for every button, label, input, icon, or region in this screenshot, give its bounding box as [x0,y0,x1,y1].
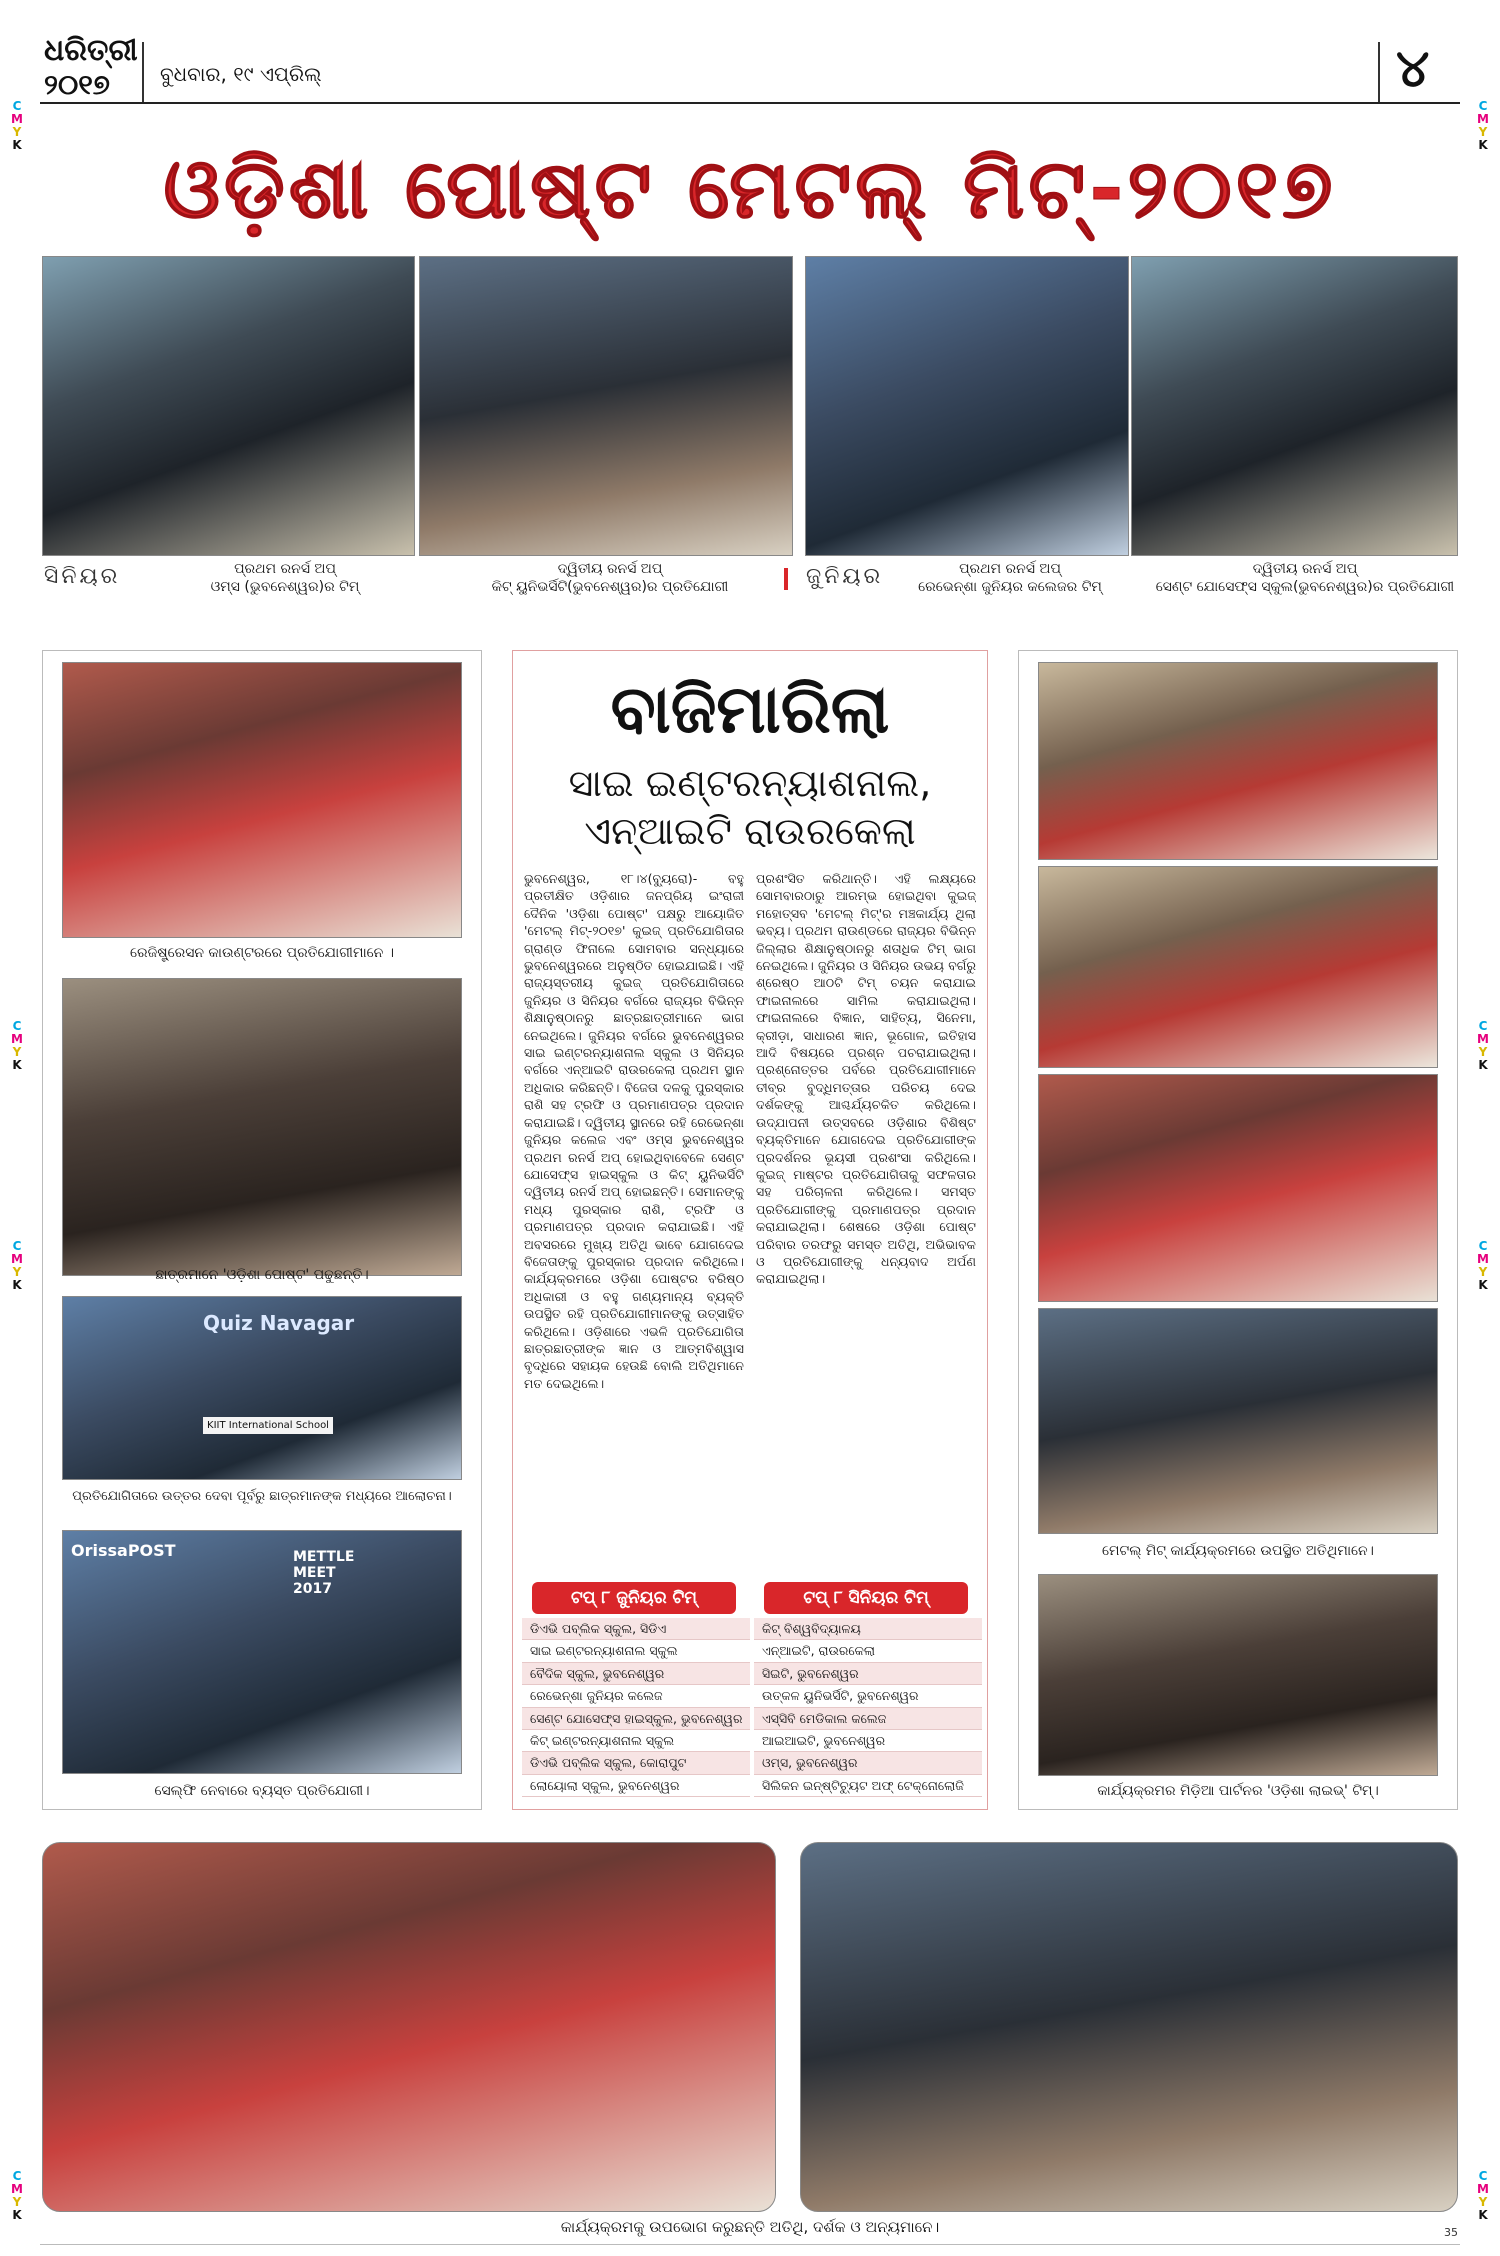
registration-mark: C M Y K [1477,99,1489,152]
photo-senior-second-runner-up [419,256,793,556]
caption-line: ଓମ୍ସ (ଭୁବନେଶ୍ୱର)ର ଟିମ୍ [210,579,360,595]
photo-audience-right [800,1842,1458,2212]
caption-odisha-live: କାର୍ଯ୍ୟକ୍ରମର ମିଡ଼ିଆ ପାର୍ଟନର 'ଓଡ଼ିଶା ଲାଇଭ୍' ଟିମ୍। [1097,1783,1379,1799]
registration-mark: C M Y K [1477,1239,1489,1292]
senior-label: ସିନିୟର [44,564,121,589]
quiz-banner-text: Quiz Navagar [203,1311,355,1335]
team-row: ସିଲିକନ ଇନ୍‌ଷ୍ଟିଚ୍ୟୁଟ ଅଫ୍ ଟେକ୍ନୋଲୋଜି [754,1775,982,1797]
page-number: ୪ [1396,38,1430,99]
masthead-year: ୨୦୧୭ [44,68,110,101]
school-placard: KIIT International School [203,1417,333,1434]
photo-sign-orissapost: OrissaPOST [71,1541,176,1560]
team-row: ଲୋୟୋଲା ସ୍କୁଲ, ଭୁବନେଶ୍ୱର [522,1775,750,1797]
team-row: ରେଭେନ୍‌ଶା ଜୁନିୟର କଲେଜ [522,1685,750,1707]
caption-discussion: ପ୍ରତିଯୋଗିତାରେ ଉତ୍ତର ଦେବା ପୂର୍ବରୁ ଛାତ୍ରମାନଙ୍କ ମଧ୍ୟରେ ଆଲୋଚନା। [72,1489,452,1504]
photo-guests-2 [1038,866,1438,1068]
junior-teams-list [522,1618,750,1797]
photo-sign-mettle-meet: METTLE MEET 2017 [293,1549,355,1597]
caption-guests: ମେଟଲ୍ ମିଟ୍ କାର୍ଯ୍ୟକ୍ରମରେ ଉପସ୍ଥିତ ଅତିଥିମାନେ। [1102,1543,1374,1559]
team-row: ଡିଏଭି ପବ୍ଲିକ ସ୍କୁଲ, ସିଡିଏ [522,1618,750,1640]
photo-guests-4 [1038,1308,1438,1534]
registration-mark: C M Y K [11,99,23,152]
article-body-col2: ପ୍ରଶଂସିତ କରିଥାନ୍ତି। ଏହି ଲକ୍ଷ୍ୟରେ ସୋମବାରଠାରୁ ଆରମ୍ଭ ହୋଇଥିବା କୁଇଜ୍ ମହୋତ୍ସବ 'ମେଟଲ୍ ମିଟ୍'ର ମଞ୍ଚକାର୍ଯ୍ୟ ଥିଲା ଭବ୍ୟ। ପ୍ରଥମ ରାଉଣ୍ଡରେ ରାଜ୍ୟର ବିଭିନ୍ନ ଜିଲ୍ଲାର ଶିକ୍ଷାନୁଷ୍ଠାନରୁ ଶତାଧିକ ଟିମ୍ ଭାଗ ନେଇଥିଲେ। ଜୁନିୟର ଓ ସିନିୟର ଉଭୟ ବର୍ଗରୁ ଶ୍ରେଷ୍ଠ ଆଠଟି ଟିମ୍ ଚୟନ କରାଯାଇ ଫାଇନାଲରେ ସାମିଲ କରାଯାଇଥିଲା। ଫାଇନାଲରେ ବିଜ୍ଞାନ, ସାହିତ୍ୟ, ସିନେମା, କ୍ରୀଡ଼ା, ସାଧାରଣ ଜ୍ଞାନ, ଭୂଗୋଳ, ଇତିହାସ ଆଦି ବିଷୟରେ ପ୍ରଶ୍ନ ପଚରାଯାଇଥିଲା। ପ୍ରଶ୍ନୋତ୍ତର ପର୍ବରେ ପ୍ରତିଯୋଗୀମାନେ ତୀବ୍ର ବୁଦ୍ଧିମତ୍ତାର ପରିଚୟ ଦେଇ ଦର୍ଶକଙ୍କୁ ଆଶ୍ଚର୍ଯ୍ୟଚକିତ କରିଥିଲେ। ଉଦ୍‌ଯାପନୀ ଉତ୍ସବରେ ଓଡ଼ିଶାର ବିଶିଷ୍ଟ ବ୍ୟକ୍ତିମାନେ ଯୋଗଦେଇ ପ୍ରତିଯୋଗୀଙ୍କ ପ୍ରଦର୍ଶନର ଭୂୟସୀ ପ୍ରଶଂସା କରିଥିଲେ। କୁଇଜ୍ ମାଷ୍ଟର ପ୍ରତିଯୋଗିତାକୁ ସଫଳତାର ସହ ପରିଚାଳନା କରିଥିଲେ। ସମସ୍ତ ପ୍ରତିଯୋଗୀଙ୍କୁ ପ୍ରମାଣପତ୍ର ପ୍ରଦାନ କରାଯାଇଥିଲା। ଶେଷରେ ଓଡ଼ିଶା ପୋଷ୍ଟ ପରିବାର ତରଫରୁ ସମସ୍ତ ଅତିଥି, ଅଭିଭାବକ ଓ ପ୍ରତିଯୋଗୀଙ୍କୁ ଧନ୍ୟବାଦ ଅର୍ପଣ କରାଯାଇଥିଲା। [756,871,976,1287]
team-row: ସେଣ୍ଟ ଯୋସେଫ୍ସ ହାଇସ୍କୁଲ, ଭୁବନେଶ୍ୱର [522,1708,750,1730]
junior-label: ଜୁନିୟର [806,564,884,589]
senior-teams-heading: ଟପ୍ ୮ ସିନିୟର ଟିମ୍ [764,1582,968,1614]
team-row: ଆଇଆଇଟି, ଭୁବନେଶ୍ୱର [754,1730,982,1752]
photo-junior-first-runner-up [805,256,1129,556]
team-row: ଓମ୍ସ, ଭୁବନେଶ୍ୱର [754,1752,982,1774]
masthead-name: ଧରିତ୍ରୀ [44,33,138,68]
photo-selfie [62,1530,462,1774]
caption-audience: କାର୍ଯ୍ୟକ୍ରମକୁ ଉପଭୋଗ କରୁଛନ୍ତି ଅତିଥି, ଦର୍ଶକ ଓ ଅନ୍ୟମାନେ। [560,2218,940,2236]
registration-mark: C M Y K [11,2169,23,2222]
caption-line: ଦ୍ୱିତୀୟ ରନର୍ସ ଅପ୍ [557,561,663,577]
photo-registration-counter [62,662,462,938]
caption-reading: ଛାତ୍ରମାନେ 'ଓଡ଼ିଶା ପୋଷ୍ଟ' ପଢୁଛନ୍ତି। [155,1267,369,1283]
section-marker [784,568,788,590]
caption-selfie: ସେଲ୍‌ଫି ନେବାରେ ବ୍ୟସ୍ତ ପ୍ରତିଯୋଗୀ। [154,1783,370,1799]
caption-line: ପ୍ରଥମ ରନର୍ସ ଅପ୍ [959,561,1061,577]
team-row: ସାଇ ଇଣ୍ଟରନ୍ୟାଶନାଲ ସ୍କୁଲ [522,1640,750,1662]
photo-senior-first-runner-up [42,256,415,556]
masthead-divider [142,42,144,102]
photo-junior-second-runner-up [1131,256,1458,556]
headline: ଓଡ଼ିଶା ପୋଷ୍ଟ ମେଟଲ୍ ମିଟ୍-୨୦୧୭ [163,142,1337,237]
photo-guests-3 [1038,1074,1438,1302]
photo-audience-left [42,1842,776,2212]
caption-line: କିଟ୍ ୟୁନିଭର୍ସିଟି(ଭୁବନେଶ୍ୱର)ର ପ୍ରତିଯୋଗୀ [491,579,729,595]
junior-teams-heading: ଟପ୍ ୮ ଜୁନିୟର ଟିମ୍ [532,1582,736,1614]
caption-line: ପ୍ରଥମ ରନର୍ସ ଅପ୍ [234,561,336,577]
article-subtitle-line2: ଏନ୍‌ଆଇଟି ରାଉରକେଲା [584,809,916,853]
article-body-col1: ଭୁବନେଶ୍ୱର, ୧୮।୪(ବ୍ୟୁରୋ)- ବହୁ ପ୍ରତୀକ୍ଷିତ ଓଡ଼ିଶାର ଜନପ୍ରିୟ ଇଂରାଜୀ ଦୈନିକ 'ଓଡ଼ିଶା ପୋଷ୍ଟ' ପକ୍ଷରୁ ଆୟୋଜିତ 'ମେଟଲ୍ ମିଟ୍-୨୦୧୭' କୁଇଜ୍ ପ୍ରତିଯୋଗିତାର ଗ୍ରାଣ୍ଡ ଫିନାଲେ ସୋମବାର ସନ୍ଧ୍ୟାରେ ଭୁବନେଶ୍ୱରରେ ଅନୁଷ୍ଠିତ ହୋଇଯାଇଛି। ଏହି ରାଜ୍ୟସ୍ତରୀୟ କୁଇଜ୍ ପ୍ରତିଯୋଗିତାରେ ଜୁନିୟର ଓ ସିନିୟର ବର୍ଗରେ ରାଜ୍ୟର ବିଭିନ୍ନ ଶିକ୍ଷାନୁଷ୍ଠାନରୁ ଛାତ୍ରଛାତ୍ରୀମାନେ ଭାଗ ନେଇଥିଲେ। ଜୁନିୟର ବର୍ଗରେ ଭୁବନେଶ୍ୱରର ସାଇ ଇଣ୍ଟରନ୍ୟାଶନାଲ ସ୍କୁଲ ଓ ସିନିୟର ବର୍ଗରେ ଏନ୍‌ଆଇଟି ରାଉରକେଲା ପ୍ରଥମ ସ୍ଥାନ ଅଧିକାର କରିଛନ୍ତି। ବିଜେତା ଦଳକୁ ପୁରସ୍କାର ରାଶି ସହ ଟ୍ରଫି ଓ ପ୍ରମାଣପତ୍ର ପ୍ରଦାନ କରାଯାଇଛି। ଦ୍ୱିତୀୟ ସ୍ଥାନରେ ରହି ରେଭେନ୍‌ଶା ଜୁନିୟର କଲେଜ ଏବଂ ଓମ୍ସ ଭୁବନେଶ୍ୱର ପ୍ରଥମ ରନର୍ସ ଅପ୍ ହୋଇଥିବାବେଳେ ସେଣ୍ଟ ଯୋସେଫ୍ସ ହାଇସ୍କୁଲ ଓ କିଟ୍ ୟୁନିଭର୍ସିଟି ଦ୍ୱିତୀୟ ରନର୍ସ ଅପ୍ ହୋଇଛନ୍ତି। ସେମାନଙ୍କୁ ମଧ୍ୟ ପୁରସ୍କାର ରାଶି, ଟ୍ରଫି ଓ ପ୍ରମାଣପତ୍ର ପ୍ରଦାନ କରାଯାଇଛି। ଏହି ଅବସରରେ ମୁଖ୍ୟ ଅତିଥି ଭାବେ ଯୋଗଦେଇ ବିଜେତାଙ୍କୁ ପୁରସ୍କାର ପ୍ରଦାନ କରିଥିଲେ। କାର୍ଯ୍ୟକ୍ରମରେ ଓଡ଼ିଶା ପୋଷ୍ଟର ବରିଷ୍ଠ ଅଧିକାରୀ ଓ ବହୁ ଗଣ୍ୟମାନ୍ୟ ବ୍ୟକ୍ତି ଉପସ୍ଥିତ ରହି ପ୍ରତିଯୋଗୀମାନଙ୍କୁ ଉତ୍ସାହିତ କରିଥିଲେ। ଓଡ଼ିଶାରେ ଏଭଳି ପ୍ରତିଯୋଗିତା ଛାତ୍ରଛାତ୍ରୀଙ୍କ ଜ୍ଞାନ ଓ ଆତ୍ମବିଶ୍ୱାସ ବୃଦ୍ଧିରେ ସହାୟକ ହେଉଛି ବୋଲି ଅତିଥିମାନେ ମତ ଦେଇଥିଲେ। [524,871,744,1391]
team-row: ଉତ୍କଳ ୟୁନିଭର୍ସିଟି, ଭୁବନେଶ୍ୱର [754,1685,982,1707]
team-row: ବୈଦିକ ସ୍କୁଲ, ଭୁବନେଶ୍ୱର [522,1663,750,1685]
header-rule [40,102,1460,104]
caption-junior-1 [880,560,1140,596]
photo-quiz-discussion [62,1296,462,1480]
caption-line: ଦ୍ୱିତୀୟ ରନର୍ସ ଅପ୍ [1252,561,1358,577]
caption-registration: ରେଜିଷ୍ଟ୍ରେସନ କାଉଣ୍ଟରରେ ପ୍ରତିଯୋଗୀମାନେ । [129,945,395,961]
caption-senior-2 [440,560,780,596]
issue-date: ବୁଧବାର, ୧୯ ଏପ୍ରିଲ୍ [160,62,322,86]
team-row: ଏସ୍‌ସିବି ମେଡିକାଲ କଲେଜ [754,1708,982,1730]
caption-junior-2 [1150,560,1460,596]
team-row: ଡିଏଭି ପବ୍ଲିକ ସ୍କୁଲ, କୋରାପୁଟ [522,1752,750,1774]
team-row: କିଟ୍ ବିଶ୍ୱବିଦ୍ୟାଳୟ [754,1618,982,1640]
registration-mark: C M Y K [1477,1019,1489,1072]
team-row: ସିଇଟି, ଭୁବନେଶ୍ୱର [754,1663,982,1685]
registration-mark: C M Y K [11,1239,23,1292]
footer-page-code: 35 [1444,2226,1458,2239]
page-number-divider [1378,42,1380,102]
registration-mark: C M Y K [1477,2169,1489,2222]
caption-senior-1 [150,560,420,596]
senior-teams-list [754,1618,982,1797]
caption-line: ସେଣ୍ଟ ଯୋସେଫ୍ସ ସ୍କୁଲ(ଭୁବନେଶ୍ୱର)ର ପ୍ରତିଯୋଗୀ [1155,579,1455,595]
registration-mark: C M Y K [11,1019,23,1072]
photo-odisha-live-team [1038,1574,1438,1776]
photo-students-reading [62,978,462,1276]
footer-rule [40,2244,1460,2245]
team-row: କିଟ୍ ଇଣ୍ଟରନ୍ୟାଶନାଲ ସ୍କୁଲ [522,1730,750,1752]
masthead [0,0,1500,110]
team-row: ଏନ୍‌ଆଇଟି, ରାଉରକେଲା [754,1640,982,1662]
photo-guests-1 [1038,662,1438,860]
article-subtitle-line1: ସାଇ ଇଣ୍ଟରନ୍ୟାଶନାଲ, [568,761,932,805]
caption-line: ରେଭେନ୍‌ଶା ଜୁନିୟର କଲେଜର ଟିମ୍ [918,579,1102,595]
article-title: ବାଜିମାରିଲା [610,671,890,748]
